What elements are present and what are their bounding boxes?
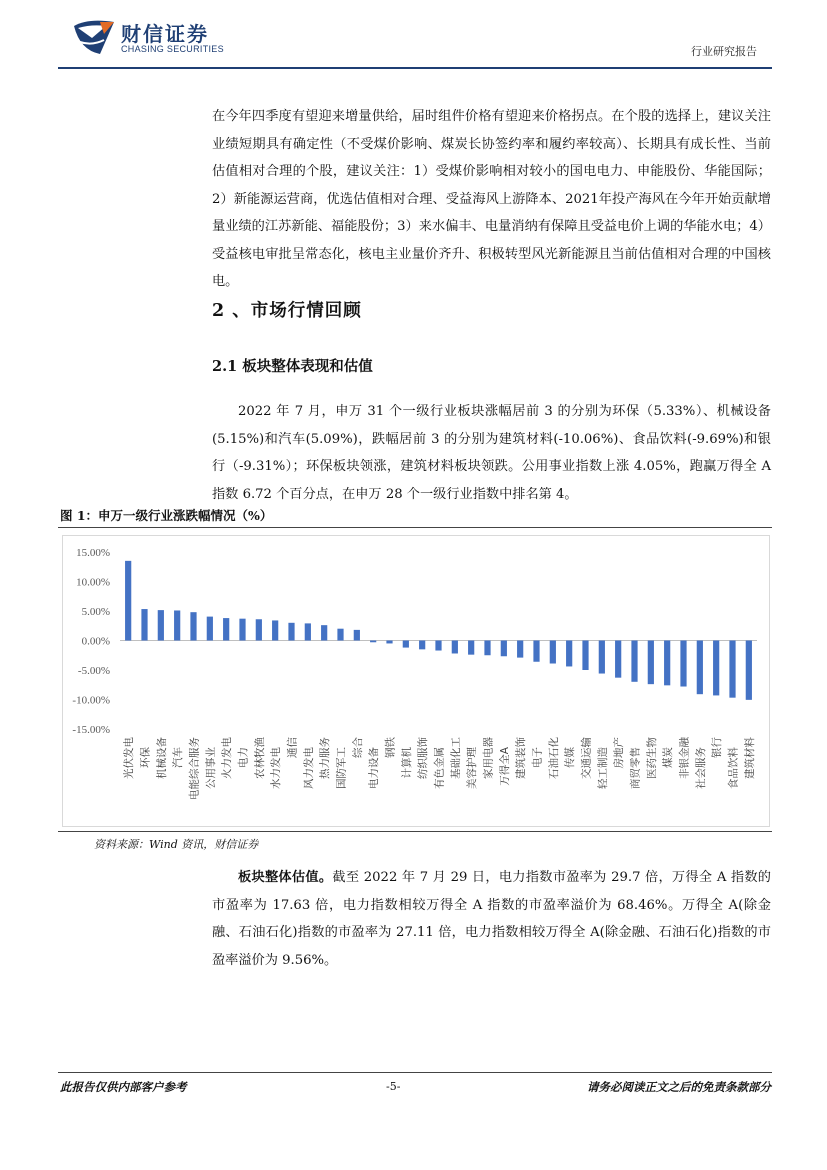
- bar-纺织服饰: [419, 641, 425, 650]
- figure-top-rule: [58, 527, 772, 528]
- bar-国防军工: [337, 629, 343, 641]
- category-label: 传媒: [564, 747, 577, 768]
- bar-电能综合服务: [190, 612, 196, 640]
- bar-公用事业: [207, 617, 213, 641]
- bar-计算机: [403, 641, 409, 648]
- bar-电力: [239, 619, 245, 641]
- figure-1-title: 图 1：申万一级行业涨跌幅情况（%）: [60, 508, 273, 523]
- intro-paragraph: 在今年四季度有望迎来增量供给，届时组件价格有望迎来价格拐点。在个股的选择上，建议关注业绩短期具有确定性（不受煤价影响、煤炭长协签约率和履约率较高）、长期具有成长性、当前估值相对合理的个股，建议关注：1）受煤价影响相对较小的国电电力、申能股份、华能国际；2）新能源运营商，优选估值相对合理、受益海风上游降本、2021年投产海风在今年开始贡献增量业绩的江苏新能、福能股份；3）来水偏丰、电量消纳有保障且受益电价上调的华能水电；4）受益核电审批呈常态化，核电主业量价齐升、积极转型风光新能源且当前估值相对合理的中国核电。: [212, 109, 771, 289]
- y-tick-label: -10.00%: [72, 694, 110, 707]
- bar-热力服务: [321, 625, 327, 640]
- bar-医药生物: [648, 641, 654, 685]
- bar-银行: [713, 641, 719, 696]
- section-2-1-heading: 2.1 板块整体表现和估值: [212, 358, 373, 375]
- company-logo-icon: [70, 16, 116, 56]
- bar-万得全A: [501, 641, 507, 657]
- report-type-label: 行业研究报告: [691, 45, 757, 58]
- category-label: 电子: [531, 747, 544, 768]
- industry-return-bar-chart: [62, 535, 768, 827]
- bars: [125, 561, 752, 700]
- category-label: 有色金属: [433, 747, 446, 789]
- bar-煤炭: [664, 641, 670, 686]
- category-label: 风力发电: [302, 747, 315, 789]
- header-divider: [58, 67, 772, 69]
- category-label: 综合: [351, 737, 364, 758]
- market-review-paragraph: 2022 年 7 月，申万 31 个一级行业板块涨幅居前 3 的分别为环保（5.33%）、机械设备(5.15%)和汽车(5.09%)，跌幅居前 3 的分别为建筑材料(-10.06%)、食品饮料(-9.69%)和银行（-9.31%）；环保板块领涨，建筑材料板块领跌。公用事业指数上涨 4.05%，跑赢万得全 A 指数 6.72 个百分点，在申万 28 个一级行业指数中排名第 4。: [212, 404, 771, 502]
- category-label: 公用事业: [204, 747, 217, 789]
- category-label: 食品饮料: [727, 747, 740, 789]
- category-label: 医药生物: [645, 737, 658, 779]
- footer-disclaimer-right: 请务必阅读正文之后的免责条款部分: [587, 1080, 771, 1094]
- bar-电力设备: [370, 641, 376, 643]
- bar-美容护理: [468, 641, 474, 655]
- category-label: 商贸零售: [629, 747, 642, 789]
- footer-disclaimer-left: 此报告仅供内部客户参考: [60, 1080, 187, 1094]
- bar-基础化工: [452, 641, 458, 654]
- valuation-lead: 板块整体估值。: [238, 870, 333, 885]
- figure-bottom-rule: [58, 831, 772, 832]
- bar-社会服务: [697, 641, 703, 695]
- bar-综合: [354, 630, 360, 641]
- category-label: 交通运输: [580, 737, 593, 779]
- category-label: 计算机: [400, 747, 413, 779]
- category-label: 电力: [237, 747, 250, 768]
- category-label: 轻工制造: [596, 747, 609, 789]
- category-label: 光伏发电: [123, 737, 136, 779]
- y-axis: [72, 547, 110, 736]
- category-label: 环保: [139, 747, 152, 768]
- figure-source-note: 资料来源：Wind 资讯，财信证券: [94, 838, 259, 851]
- logo-chinese-name: 财信证券: [121, 22, 209, 46]
- category-label: 非银金融: [678, 737, 691, 779]
- category-label: 国防军工: [335, 747, 348, 789]
- bar-家用电器: [484, 641, 490, 656]
- bar-汽车: [174, 610, 180, 640]
- bar-环保: [141, 609, 147, 640]
- logo-english-name: CHASING SECURITIES: [121, 44, 224, 54]
- bar-农林牧渔: [256, 619, 262, 640]
- page-number: -5-: [386, 1080, 401, 1093]
- y-tick-label: 10.00%: [76, 576, 110, 589]
- category-label: 美容护理: [466, 747, 479, 789]
- bar-火力发电: [223, 618, 229, 640]
- category-label: 纺织服饰: [417, 737, 430, 779]
- category-label: 建筑材料: [743, 737, 756, 779]
- section-2-heading: 2 、市场行情回顾: [212, 301, 362, 321]
- bar-房地产: [615, 641, 621, 678]
- category-label: 电能综合服务: [188, 737, 201, 800]
- category-labels: [122, 737, 756, 800]
- bar-食品饮料: [729, 641, 735, 698]
- category-label: 万得全A: [498, 747, 511, 786]
- category-label: 建筑装饰: [515, 737, 528, 779]
- y-tick-label: 0.00%: [81, 635, 110, 648]
- bar-传媒: [566, 641, 572, 667]
- bar-轻工制造: [599, 641, 605, 674]
- category-label: 银行: [711, 737, 724, 758]
- category-label: 电力设备: [368, 747, 381, 789]
- bar-商贸零售: [631, 641, 637, 682]
- category-label: 汽车: [172, 747, 185, 768]
- y-tick-label: 15.00%: [76, 547, 110, 559]
- bar-建筑装饰: [517, 641, 523, 658]
- bar-水力发电: [272, 620, 278, 640]
- y-tick-label: -5.00%: [77, 665, 110, 677]
- bar-风力发电: [305, 623, 311, 640]
- bar-交通运输: [582, 641, 588, 671]
- category-label: 火力发电: [221, 737, 234, 779]
- category-label: 水力发电: [270, 747, 283, 789]
- bar-非银金融: [680, 641, 686, 687]
- bar-石油石化: [550, 641, 556, 664]
- y-tick-label: -15.00%: [72, 724, 110, 736]
- category-label: 家用电器: [482, 737, 495, 779]
- valuation-paragraph: [212, 864, 771, 974]
- bar-建筑材料: [746, 641, 752, 700]
- category-label: 农林牧渔: [253, 737, 266, 779]
- bar-钢铁: [386, 641, 392, 644]
- category-label: 石油石化: [547, 737, 560, 779]
- category-label: 房地产: [613, 737, 626, 769]
- footer-divider: [58, 1072, 772, 1073]
- bar-通信: [288, 623, 294, 641]
- bar-有色金属: [435, 641, 441, 651]
- category-label: 通信: [286, 737, 299, 758]
- category-label: 基础化工: [449, 737, 462, 779]
- category-label: 机械设备: [155, 737, 168, 779]
- bar-机械设备: [158, 610, 164, 640]
- category-label: 热力服务: [319, 737, 332, 779]
- bar-电子: [533, 641, 539, 662]
- category-label: 钢铁: [384, 737, 397, 758]
- category-label: 煤炭: [662, 747, 675, 768]
- category-label: 社会服务: [694, 747, 707, 789]
- y-tick-label: 5.00%: [81, 606, 110, 618]
- bar-光伏发电: [125, 561, 131, 641]
- valuation-body: 截至 2022 年 7 月 29 日，电力指数市盈率为 29.7 倍，万得全 A 指数的市盈率为 17.63 倍，电力指数相较万得全 A 指数的市盈率溢价为 68.46%。万得全 A(除金融、石油石化)指数的市盈率为 27.11 倍，电力指数相较万得全 A(除金融、石油石化)指数的市盈率溢价为 9.56%。: [212, 870, 771, 968]
